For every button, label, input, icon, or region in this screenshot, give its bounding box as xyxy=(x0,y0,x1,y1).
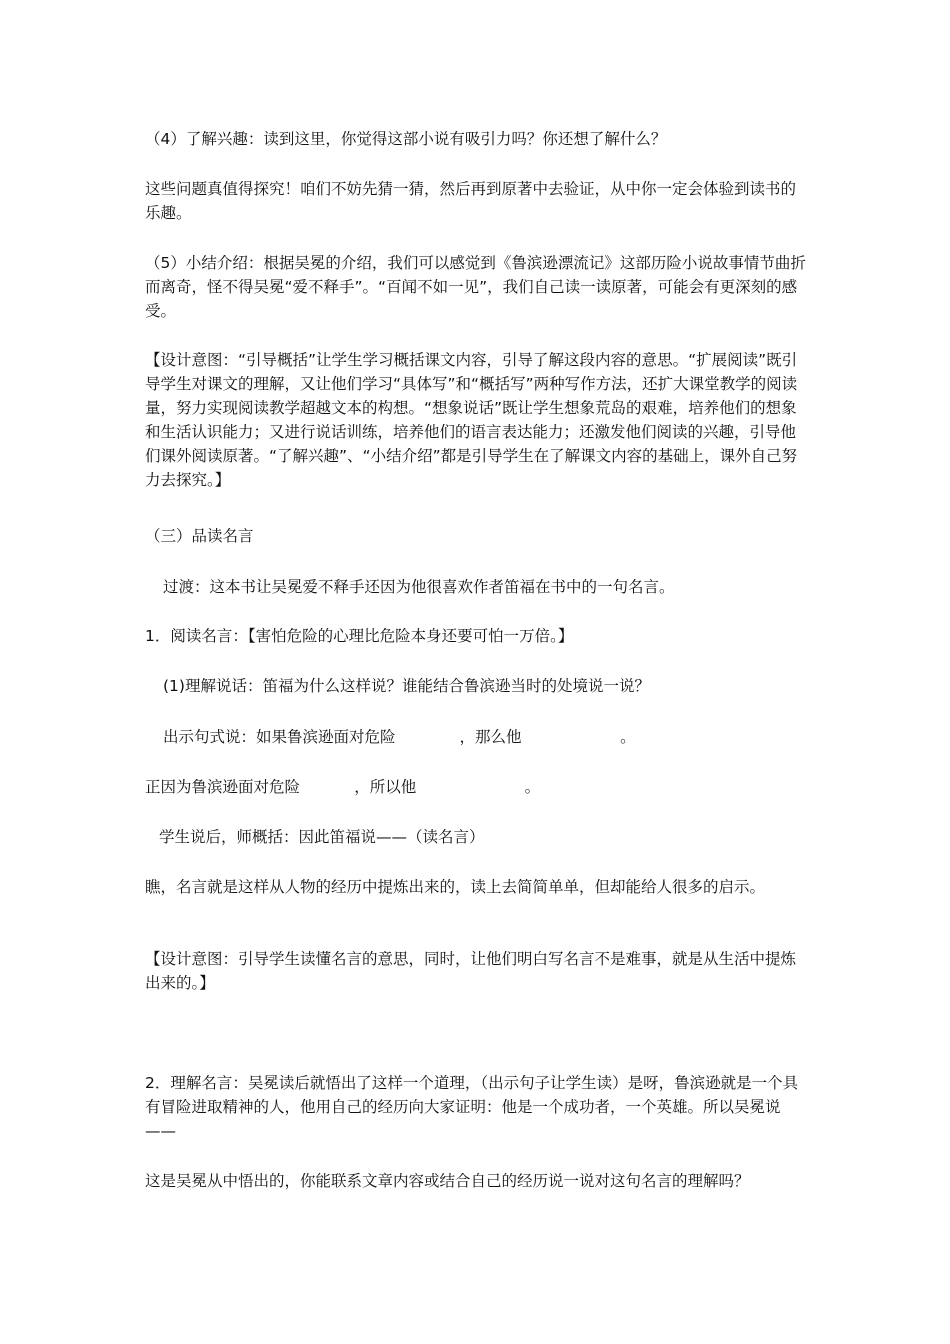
paragraph-understand-quote: 2．理解名言：吴冕读后就悟出了这样一个道理，（出示句子让学生读）是呀，鲁滨逊就是一个具有冒险进取精神的人，他用自己的经历向大家证明：他是一个成功者，一个英雄。所以吴冕说—— xyxy=(145,1074,799,1140)
paragraph-transition: 过渡：这本书让吴冕爱不释手还因为他很喜欢作者笛福在书中的一句名言。 xyxy=(163,578,675,596)
paragraph-closing-question: 这是吴冕从中悟出的，你能联系文章内容或结合自己的经历说一说对这句名言的理解吗？ xyxy=(145,1172,750,1190)
paragraph-teacher-summary: 学生说后，师概括：因此笛福说——（读名言） xyxy=(159,828,485,846)
paragraph-read-quote: 1．阅读名言：【害怕危险的心理比危险本身还要可怕一万倍。】 xyxy=(145,627,574,645)
paragraph-sentence-pattern-1: 出示句式说：如果鲁滨逊面对危险 ，那么他 。 xyxy=(163,728,636,746)
paragraph-sentence-pattern-2: 正因为鲁滨逊面对危险 ，所以他 。 xyxy=(145,778,541,796)
paragraph-worth-exploring: 这些问题真值得探究！咱们不妨先猜一猜，然后再到原著中去验证，从中你一定会体验到读书的乐趣。 xyxy=(145,180,797,222)
paragraph-design-intent-1: 【设计意图：“引导概括”让学生学习概括课文内容，引导了解这段内容的意思。“扩展阅读”既引导学生对课文的理解，又让他们学习“具体写”和“概括写”两种写作方法，还扩大课堂教学的阅读量，努力实现阅读教学超越文本的构想。“想象说话”既让学生想象荒岛的艰难，培养他们的想象和生活认识能力；又进行说话训练，培养他们的语言表达能力；还激发他们阅读的兴趣，引导他们课外阅读原著。“了解兴趣”、“小结介绍”都是引导学生在了解课文内容的基础上，课外自己努力去探究。】 xyxy=(145,351,798,489)
paragraph-design-intent-2: 【设计意图：引导学生读懂名言的意思，同时，让他们明白写名言不是难事，就是从生活中提炼出来的。】 xyxy=(145,950,797,992)
paragraph-understand-speak: (1)理解说话：笛福为什么这样说？谁能结合鲁滨逊当时的处境说一说？ xyxy=(163,677,650,695)
paragraph-look-quote: 瞧，名言就是这样从人物的经历中提炼出来的，读上去简简单单，但却能给人很多的启示。 xyxy=(145,878,766,896)
section-heading-quotes: （三）品读名言 xyxy=(145,527,254,545)
paragraph-summary-intro: （5）小结介绍：根据吴冕的介绍，我们可以感觉到《鲁滨逊漂流记》这部历险小说故事情节曲折而离奇，怪不得吴冕“爱不释手”。“百闻不如一见”，我们自己读一读原著，可能会有更深刻的感受。 xyxy=(145,254,806,320)
paragraph-understand-interest: （4）了解兴趣：读到这里，你觉得这部小说有吸引力吗？你还想了解什么？ xyxy=(145,130,667,148)
